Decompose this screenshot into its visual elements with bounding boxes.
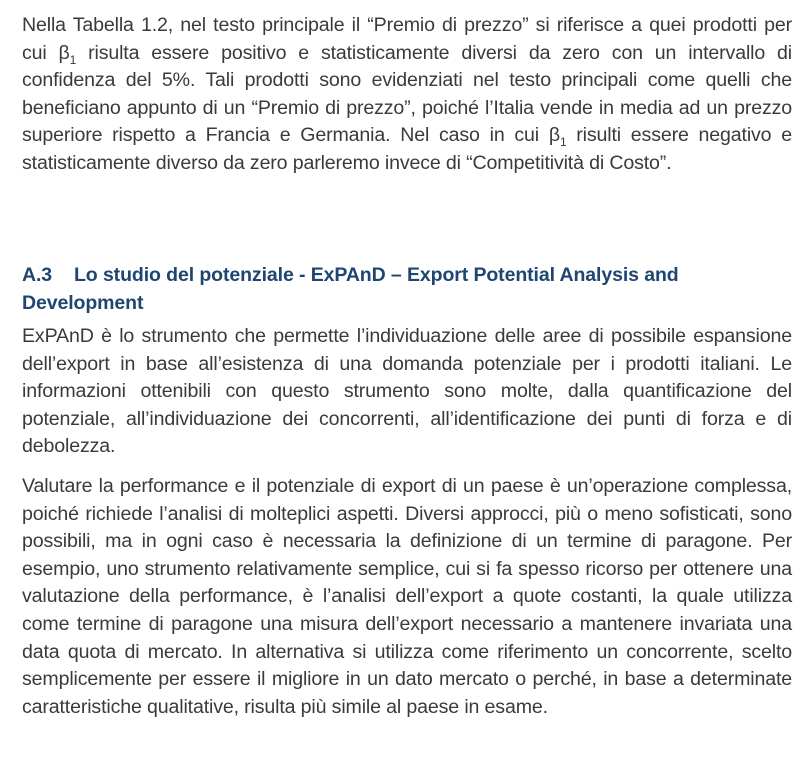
beta-subscript-2: 1 [559, 135, 567, 150]
document-page [22, 12, 792, 721]
paragraph-1-text-a: Nella Tabella 1.2, nel testo principale il “Premio di prezzo” si riferisce a quei prodotti per cui β [22, 14, 792, 64]
paragraph-premio-di-prezzo [22, 12, 792, 210]
paragraph-expand-intro: ExPAnD è lo strumento che permette l’individuazione delle aree di possibile espansione dell’export in base all’esistenza di una domanda potenziale per i prodotti italiani. Le informazioni ottenibili con questo strumento sono molte, dalla quantificazione del potenziale, all’individuazione dei concorrenti, all’identificazione dei punti di forza e di debolezza. [22, 325, 792, 458]
paragraph-1-text-b: risulta essere positivo e statisticamente diversi da zero con un intervallo di confidenza del 5%. Tali prodotti sono evidenziati nel testo principali come quelli che beneficiano appunto di un “Premio di prezzo”, poiché l’Italia vende in media ad un prezzo superiore rispetto a Francia e Germania. Nel caso in cui β [22, 41, 792, 147]
paragraph-1-text-c: risulti essere negativo e statisticamente diverso da zero parleremo invece di “Competitività di Costo”. [22, 124, 792, 174]
section-heading [22, 262, 792, 317]
beta-subscript-1: 1 [69, 52, 77, 67]
section-title: Lo studio del potenziale - ExPAnD – Export Potential Analysis and Development [22, 264, 679, 314]
section-number: A.3 [22, 264, 53, 286]
paragraph-performance: Valutare la performance e il potenziale di export di un paese è un’operazione complessa, poiché richiede l’analisi di molteplici aspetti. Diversi approcci, più o meno sofisticati, sono possibili, ma in ogni caso è necessaria la definizione di un termine di paragone. Per esempio, uno strumento relativamente semplice, cui si fa spesso ricorso per ottenere una valutazione della performance, è l’analisi dell’export a quote costanti, la quale utilizza come termine di paragone una misura dell’export necessario a mantenere invariata una data quota di mercato. In alternativa si utilizza come riferimento un concorrente, scelto semplicemente per essere il migliore in un dato mercato o perché, in base a determinate caratteristiche qualitative, risulta più simile al paese in esame. [22, 474, 792, 718]
